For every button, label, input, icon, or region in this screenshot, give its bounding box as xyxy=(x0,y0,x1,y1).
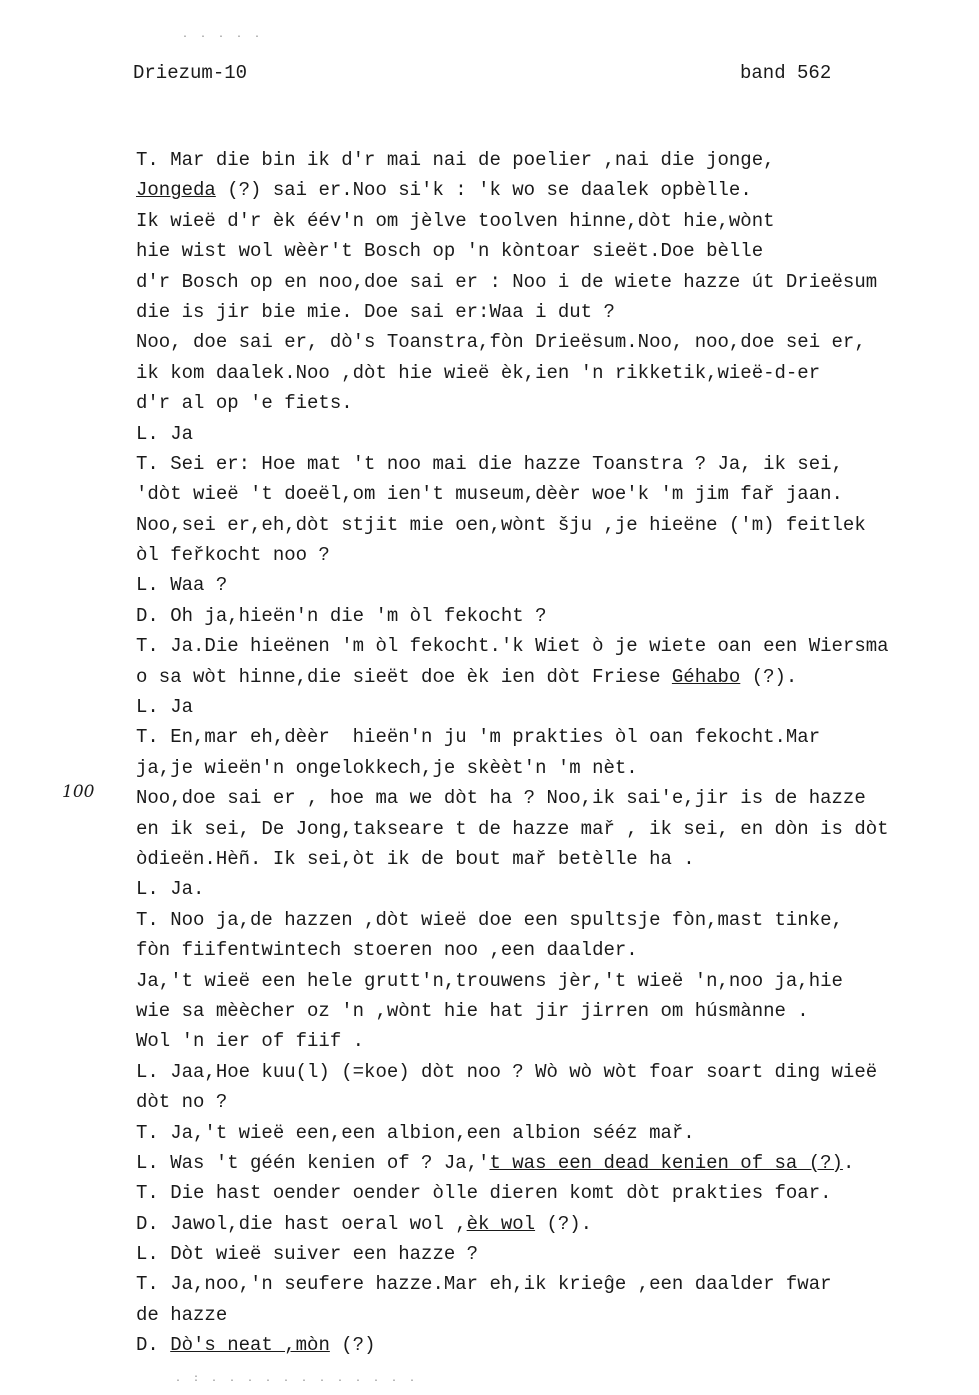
transcript-line: T. Mar die bin ik d'r mai nai de poelier ,nai die jonge, xyxy=(136,149,775,171)
underlined-text: Dò's neat ,mòn xyxy=(170,1334,330,1357)
transcript-body xyxy=(136,145,966,1361)
transcript-line xyxy=(136,662,966,692)
transcript-line: hie wist wol wèèr't Bosch op 'n kòntoar sieët.Doe bèlle xyxy=(136,240,764,263)
transcript-line: Noo,sei er,eh,dòt stjit mie oen,wònt šju ,je hieëne ('m) feitlek xyxy=(136,513,866,536)
transcript-line: òdieën.Hèñ. Ik sei,òt ik de bout mař betèlle ha . xyxy=(136,847,695,870)
underlined-text: Géhabo xyxy=(671,665,741,688)
transcript-line: L. Jaa,Hoe kuu(l) (=koe) dòt noo ? Wò wò wòt foar soart ding wieë xyxy=(136,1060,878,1083)
transcript-line: Ik wieë d'r èk éév'n om jèlve toolven hinne,dòt hie,wònt xyxy=(136,209,775,232)
underlined-text: t was een dead kenien of sa (?) xyxy=(489,1151,843,1174)
transcript-line: òl feřkocht noo ? xyxy=(136,544,330,567)
transcript-line: T. En,mar eh,dèèr hieën'n ju 'm prakties òl oan fekocht.Mar xyxy=(136,726,821,749)
transcript-line xyxy=(136,175,966,205)
top-dots-mark: . . . . . xyxy=(182,30,264,41)
line-text: . xyxy=(842,1151,855,1174)
line-text: (?) sai er.Noo si'k : 'k wo se daalek opbèlle. xyxy=(215,179,752,202)
transcript-line xyxy=(136,1148,966,1178)
line-text: (?). xyxy=(740,665,798,688)
margin-annotation: 100 xyxy=(62,782,95,802)
line-text: o sa wòt hinne,die sieët doe èk ien dòt Friese xyxy=(136,665,672,688)
transcript-line: T. Sei er: Hoe mat 't noo mai die hazze Toanstra ? Ja, ik sei, xyxy=(136,452,843,475)
transcript-line xyxy=(136,1209,966,1239)
transcript-line: T. Ja.Die hieënen 'm òl fekocht.'k Wiet ò je wiete oan een Wiersma xyxy=(136,635,889,658)
transcript-line: T. Ja,'t wieë een,een albion,een albion sééz mař. xyxy=(136,1121,695,1144)
bottom-dots-mark: . : . . . . . . . . . . . . xyxy=(175,1374,419,1385)
transcript-line: die is jir bie mie. Doe sai er:Waa i dut ? xyxy=(136,300,615,323)
line-text: (?) xyxy=(329,1334,376,1357)
transcript-line: ja,je wieën'n ongelokkech,je skèèt'n 'm nèt. xyxy=(136,756,638,779)
underlined-text: èk wol xyxy=(466,1212,536,1235)
transcript-line: d'r al op 'e fiets. xyxy=(136,392,353,415)
transcript-line: ik kom daalek.Noo ,dòt hie wieë èk,ien 'n rikketik,wieë-d-er xyxy=(136,361,821,384)
transcript-line: L. Ja xyxy=(136,696,194,719)
transcript-line: L. Waa ? xyxy=(136,574,228,597)
transcript-line: dòt no ? xyxy=(136,1091,228,1114)
transcript-line: D. Oh ja,hieën'n die 'm òl fekocht ? xyxy=(136,604,547,627)
transcript-line: Wol 'n ier of fiif . xyxy=(136,1030,365,1053)
transcript-line: Ja,'t wieë een hele grutt'n,trouwens jèr,'t wieë 'n,noo ja,hie xyxy=(136,969,843,992)
transcript-line: 'dòt wieë 't doeël,om ien't museum,dèèr woe'k 'm jim fař jaan. xyxy=(136,483,843,506)
document-title: Driezum-10 xyxy=(133,62,248,84)
line-text: L. Was 't géén kenien of ? Ja,' xyxy=(136,1151,490,1174)
transcript-line: Noo, doe sai er, dò's Toanstra,fòn Drieësum.Noo, noo,doe sei er, xyxy=(136,331,866,354)
transcript-line: Noo,doe sai er , hoe ma we dòt ha ? Noo,ik sai'e,jir is de hazze xyxy=(136,787,866,810)
transcript-line: L. Dòt wieë suiver een hazze ? xyxy=(136,1243,479,1266)
line-text: (?). xyxy=(535,1212,593,1235)
transcript-line: T. Noo ja,de hazzen ,dòt wieë doe een spultsje fòn,mast tinke, xyxy=(136,908,843,931)
transcript-line xyxy=(136,1330,966,1360)
line-text: D. xyxy=(136,1334,171,1357)
transcript-line: L. Ja. xyxy=(136,878,205,901)
transcript-line: d'r Bosch op en noo,doe sai er : Noo i de wiete hazze út Drieësum xyxy=(136,270,878,293)
transcript-line: en ik sei, De Jong,takseare t de hazze mař , ik sei, en dòn is dòt xyxy=(136,817,889,840)
underlined-text: Jongeda xyxy=(136,179,216,202)
line-text: D. Jawol,die hast oeral wol , xyxy=(136,1212,467,1235)
transcript-line: T. Ja,noo,'n seufere hazze.Mar eh,ik krieĝe ,een daalder fwar xyxy=(136,1273,832,1296)
transcript-line: fòn fiifentwintech stoeren noo ,een daalder. xyxy=(136,939,638,962)
transcript-line: L. Ja xyxy=(136,422,194,445)
transcript-line: wie sa mèècher oz 'n ,wònt hie hat jir jirren om húsmànne . xyxy=(136,999,809,1022)
tape-number: band 562 xyxy=(740,62,832,84)
transcript-line: T. Die hast oender oender òlle dieren komt dòt prakties foar. xyxy=(136,1182,832,1205)
transcript-line: de hazze xyxy=(136,1303,228,1326)
